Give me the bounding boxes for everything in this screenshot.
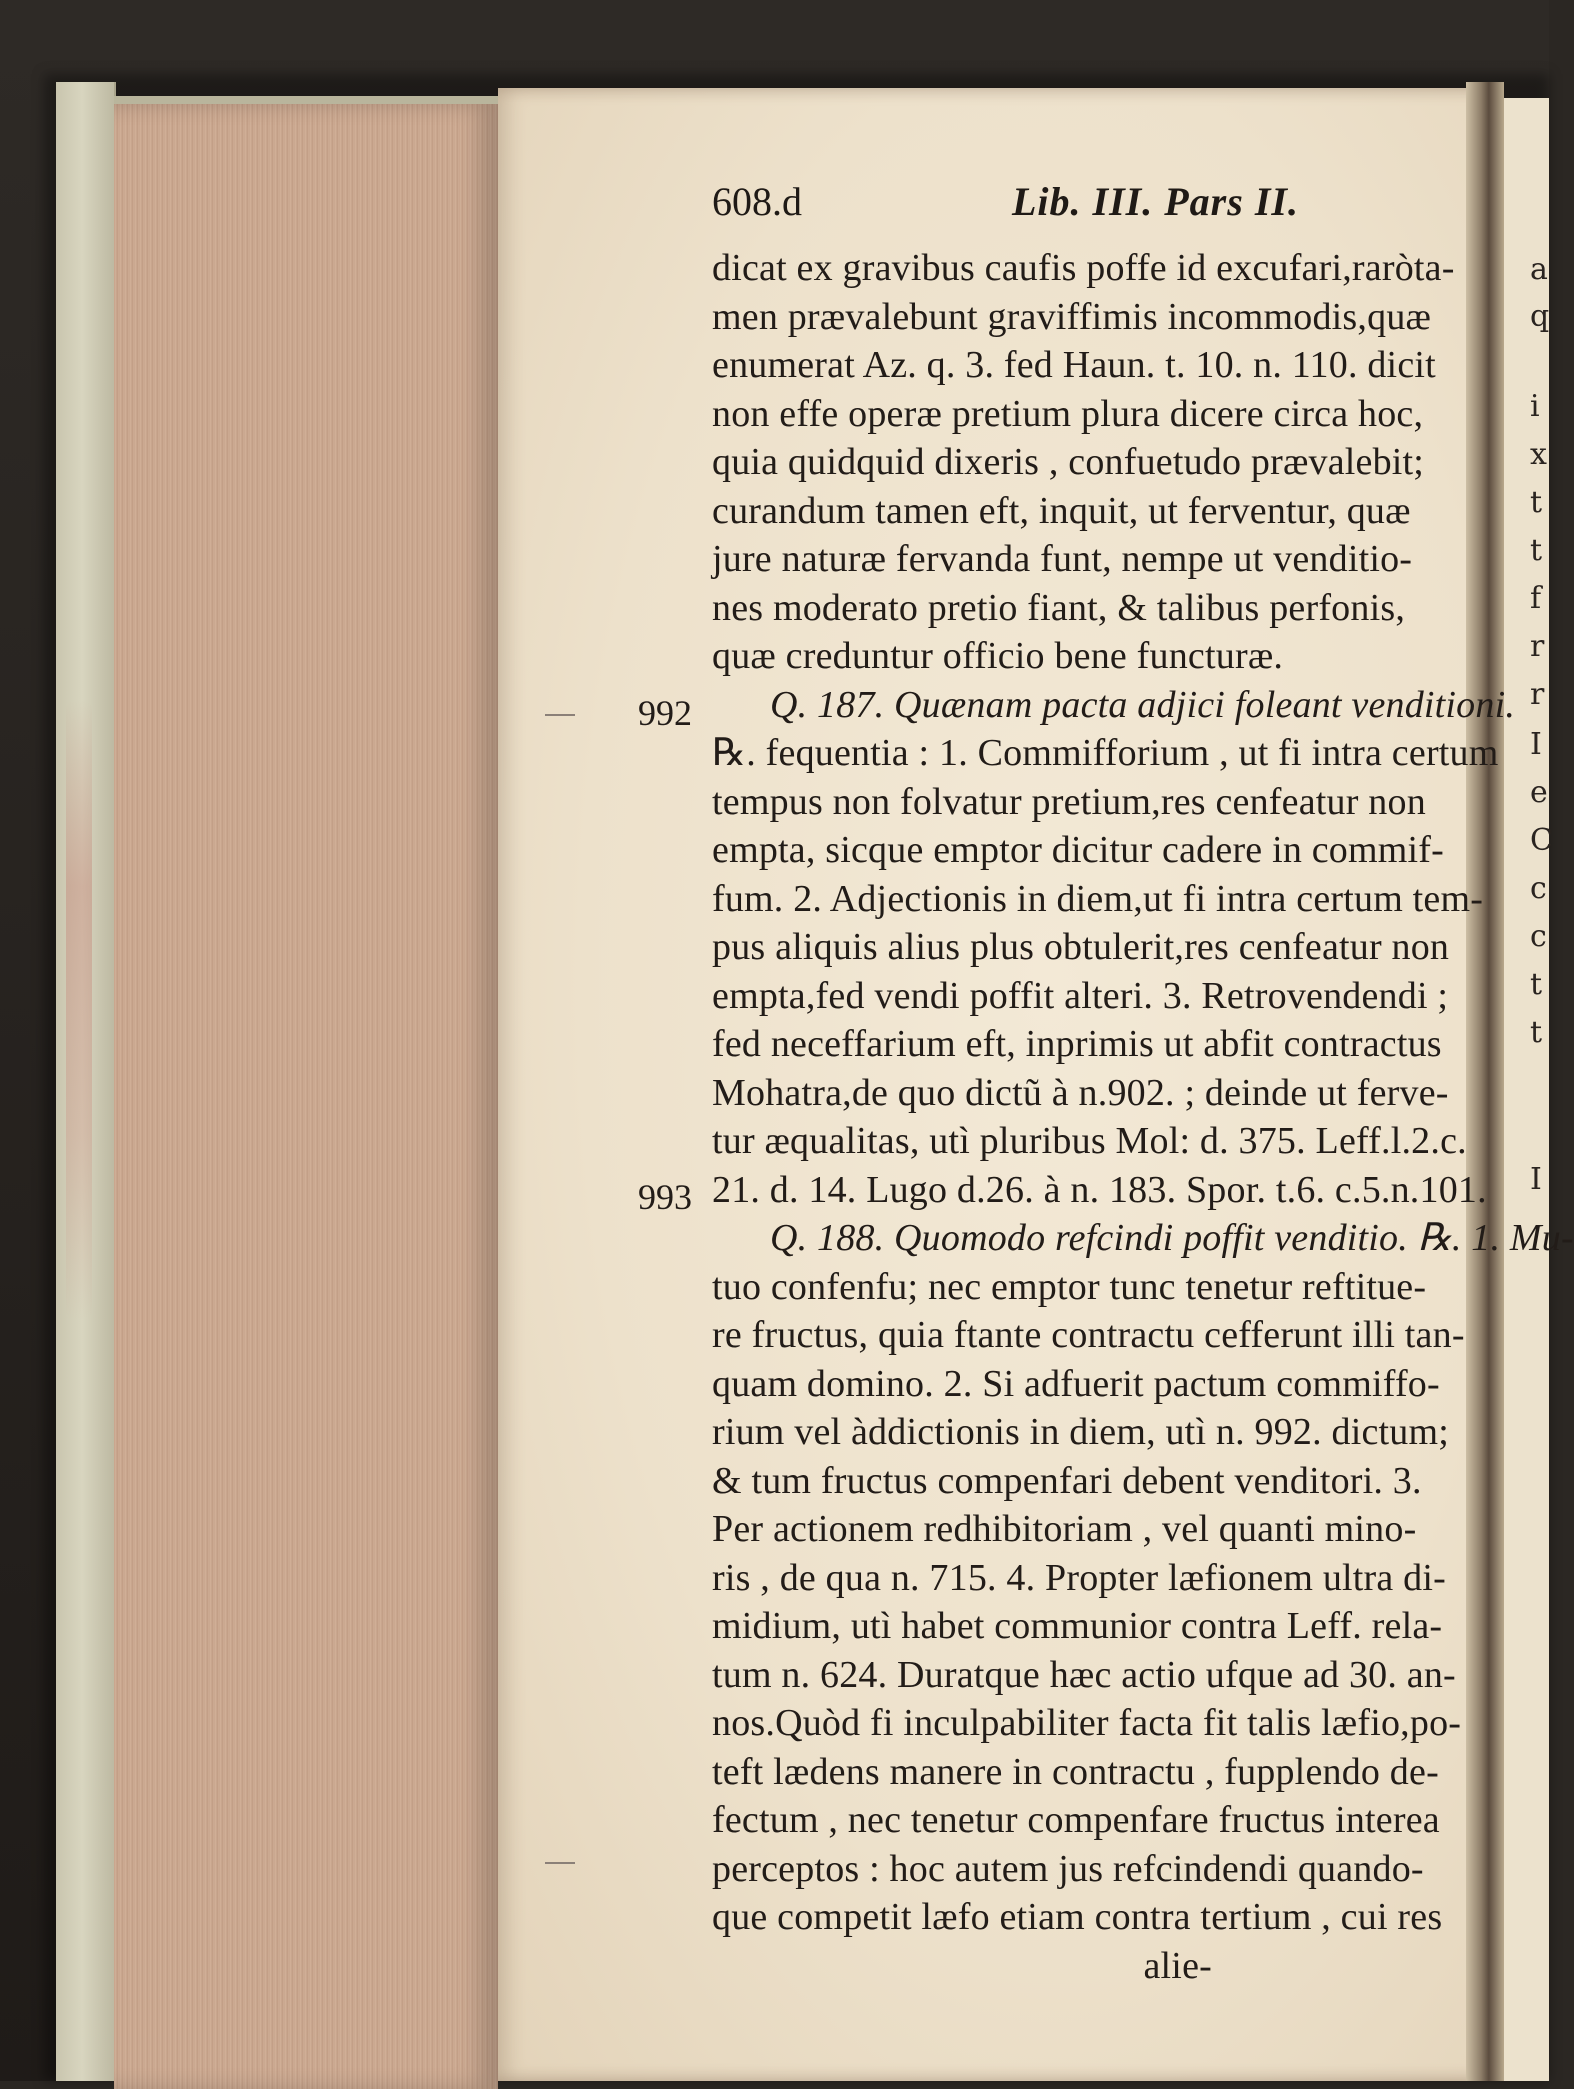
text-line: fum. 2. Adjectionis in diem,ut fi intra certum tem- — [712, 877, 1484, 920]
text-line: ℞. fequentia : 1. Commifforium , ut fi intra certum — [712, 732, 1499, 774]
next-page-glyph: c — [1530, 871, 1547, 906]
text-line: que competit læfo etiam contra tertium , cui res — [712, 1896, 1443, 1938]
text-line: tum n. 624. Duratque hæc actio ufque ad 30. an- — [712, 1653, 1456, 1696]
question-line: Q. 188. Quomodo refcindi poffit venditio. ℞. 1. Mu- — [770, 1217, 1574, 1259]
next-page-glyph: x — [1530, 437, 1547, 472]
next-page-glyph: t — [1530, 967, 1543, 1002]
next-page-glyph: t — [1530, 485, 1543, 520]
next-page-glyph: q — [1530, 299, 1550, 334]
text-line: nes moderato pretio fiant, & talibus perfonis, — [712, 586, 1406, 629]
catchword: alie- — [1143, 1944, 1212, 1987]
text-line: rium vel àddictionis in diem, utì n. 992. dictum; — [712, 1411, 1449, 1453]
next-page-glyph: C — [1530, 823, 1553, 858]
page-number: 608.d — [712, 179, 802, 224]
text-line: ris , de qua n. 715. 4. Propter læfionem ultra di- — [712, 1556, 1446, 1599]
text-line: fed neceffarium eft, inprimis ut abfit contractus — [712, 1023, 1442, 1065]
text-line: tur æqualitas, utì pluribus Mol: d. 375. Leff.l.2.c. — [712, 1120, 1467, 1162]
text-line: men prævalebunt graviffimis incommodis,quæ — [712, 295, 1432, 338]
question-line: Q. 187. Quænam pacta adjici foleant venditioni. — [770, 683, 1516, 726]
text-line: midium, utì habet communior contra Leff. rela- — [712, 1605, 1443, 1647]
text-line: quam domino. 2. Si adfuerit pactum commiffo- — [712, 1362, 1440, 1405]
text-line: Per actionem redhibitoriam , vel quanti mino- — [712, 1508, 1417, 1550]
text-line: enumerat Az. q. 3. fed Haun. t. 10. n. 110. dicit — [712, 344, 1436, 386]
text-line: empta, sicque emptor dicitur cadere in commif- — [712, 829, 1444, 871]
next-page-glyph: I — [1530, 727, 1542, 762]
margin-mark — [545, 1862, 575, 1864]
text-line: dicat ex gravibus caufis poffe id excufari,raròta- — [712, 247, 1455, 289]
next-page-glyph: t — [1530, 533, 1543, 568]
right-page-edge — [1504, 98, 1549, 2081]
body-text — [712, 244, 1574, 1990]
paragraph-number: 992 — [638, 693, 692, 733]
next-page-glyph: e — [1530, 775, 1548, 810]
running-title: Lib. III. Pars II. — [1012, 179, 1299, 224]
cover-stain — [66, 700, 92, 1320]
next-page-glyph: i — [1530, 389, 1540, 424]
page-edges — [114, 96, 498, 2089]
text-line: pus aliquis alius plus obtulerit,res cenfeatur non — [712, 926, 1450, 968]
text-line: tuo confenfu; nec emptor tunc tenetur reftitue- — [712, 1265, 1427, 1308]
text-line: jure naturæ fervanda funt, nempe ut venditio- — [712, 538, 1413, 580]
text-line: teft lædens manere in contractu , fupplendo de- — [712, 1750, 1439, 1793]
text-line: empta,fed vendi poffit alteri. 3. Retrovendendi ; — [712, 974, 1449, 1017]
text-line: tempus non folvatur pretium,res cenfeatur non — [712, 780, 1426, 823]
paragraph-number: 993 — [638, 1177, 692, 1217]
text-line: perceptos : hoc autem jus refcindendi quando- — [712, 1847, 1424, 1890]
next-page-glyph: a — [1530, 252, 1548, 287]
text-line: re fructus, quia ftante contractu cefferunt illi tan- — [712, 1314, 1465, 1356]
text-line: curandum tamen eft, inquit, ut ferventur, quæ — [712, 489, 1411, 532]
next-page-glyph: r — [1530, 677, 1545, 712]
text-line: non effe operæ pretium plura dicere circa hoc, — [712, 392, 1424, 435]
text-line: quia quidquid dixeris , confuetudo prævalebit; — [712, 441, 1425, 483]
next-page-glyph: r — [1530, 629, 1545, 664]
next-page-glyph: I — [1530, 1162, 1542, 1197]
text-line: quæ creduntur officio bene functuræ. — [712, 635, 1284, 677]
text-line: Mohatra,de quo dictũ à n.902. ; deinde ut ferve- — [712, 1071, 1449, 1114]
margin-mark — [545, 714, 575, 716]
next-page-glyph: f — [1530, 581, 1542, 616]
text-line: & tum fructus compenfari debent venditori. 3. — [712, 1459, 1422, 1502]
text-line: 21. d. 14. Lugo d.26. à n. 183. Spor. t.6. c.5.n.101. — [712, 1168, 1487, 1211]
page-header — [712, 178, 1332, 228]
text-line: nos.Quòd fi inculpabiliter facta fit talis læfio,po- — [712, 1702, 1462, 1744]
text-line: fectum , nec tenetur compenfare fructus interea — [712, 1799, 1440, 1841]
next-page-glyph: c — [1530, 919, 1547, 954]
next-page-glyph: t — [1530, 1015, 1543, 1050]
